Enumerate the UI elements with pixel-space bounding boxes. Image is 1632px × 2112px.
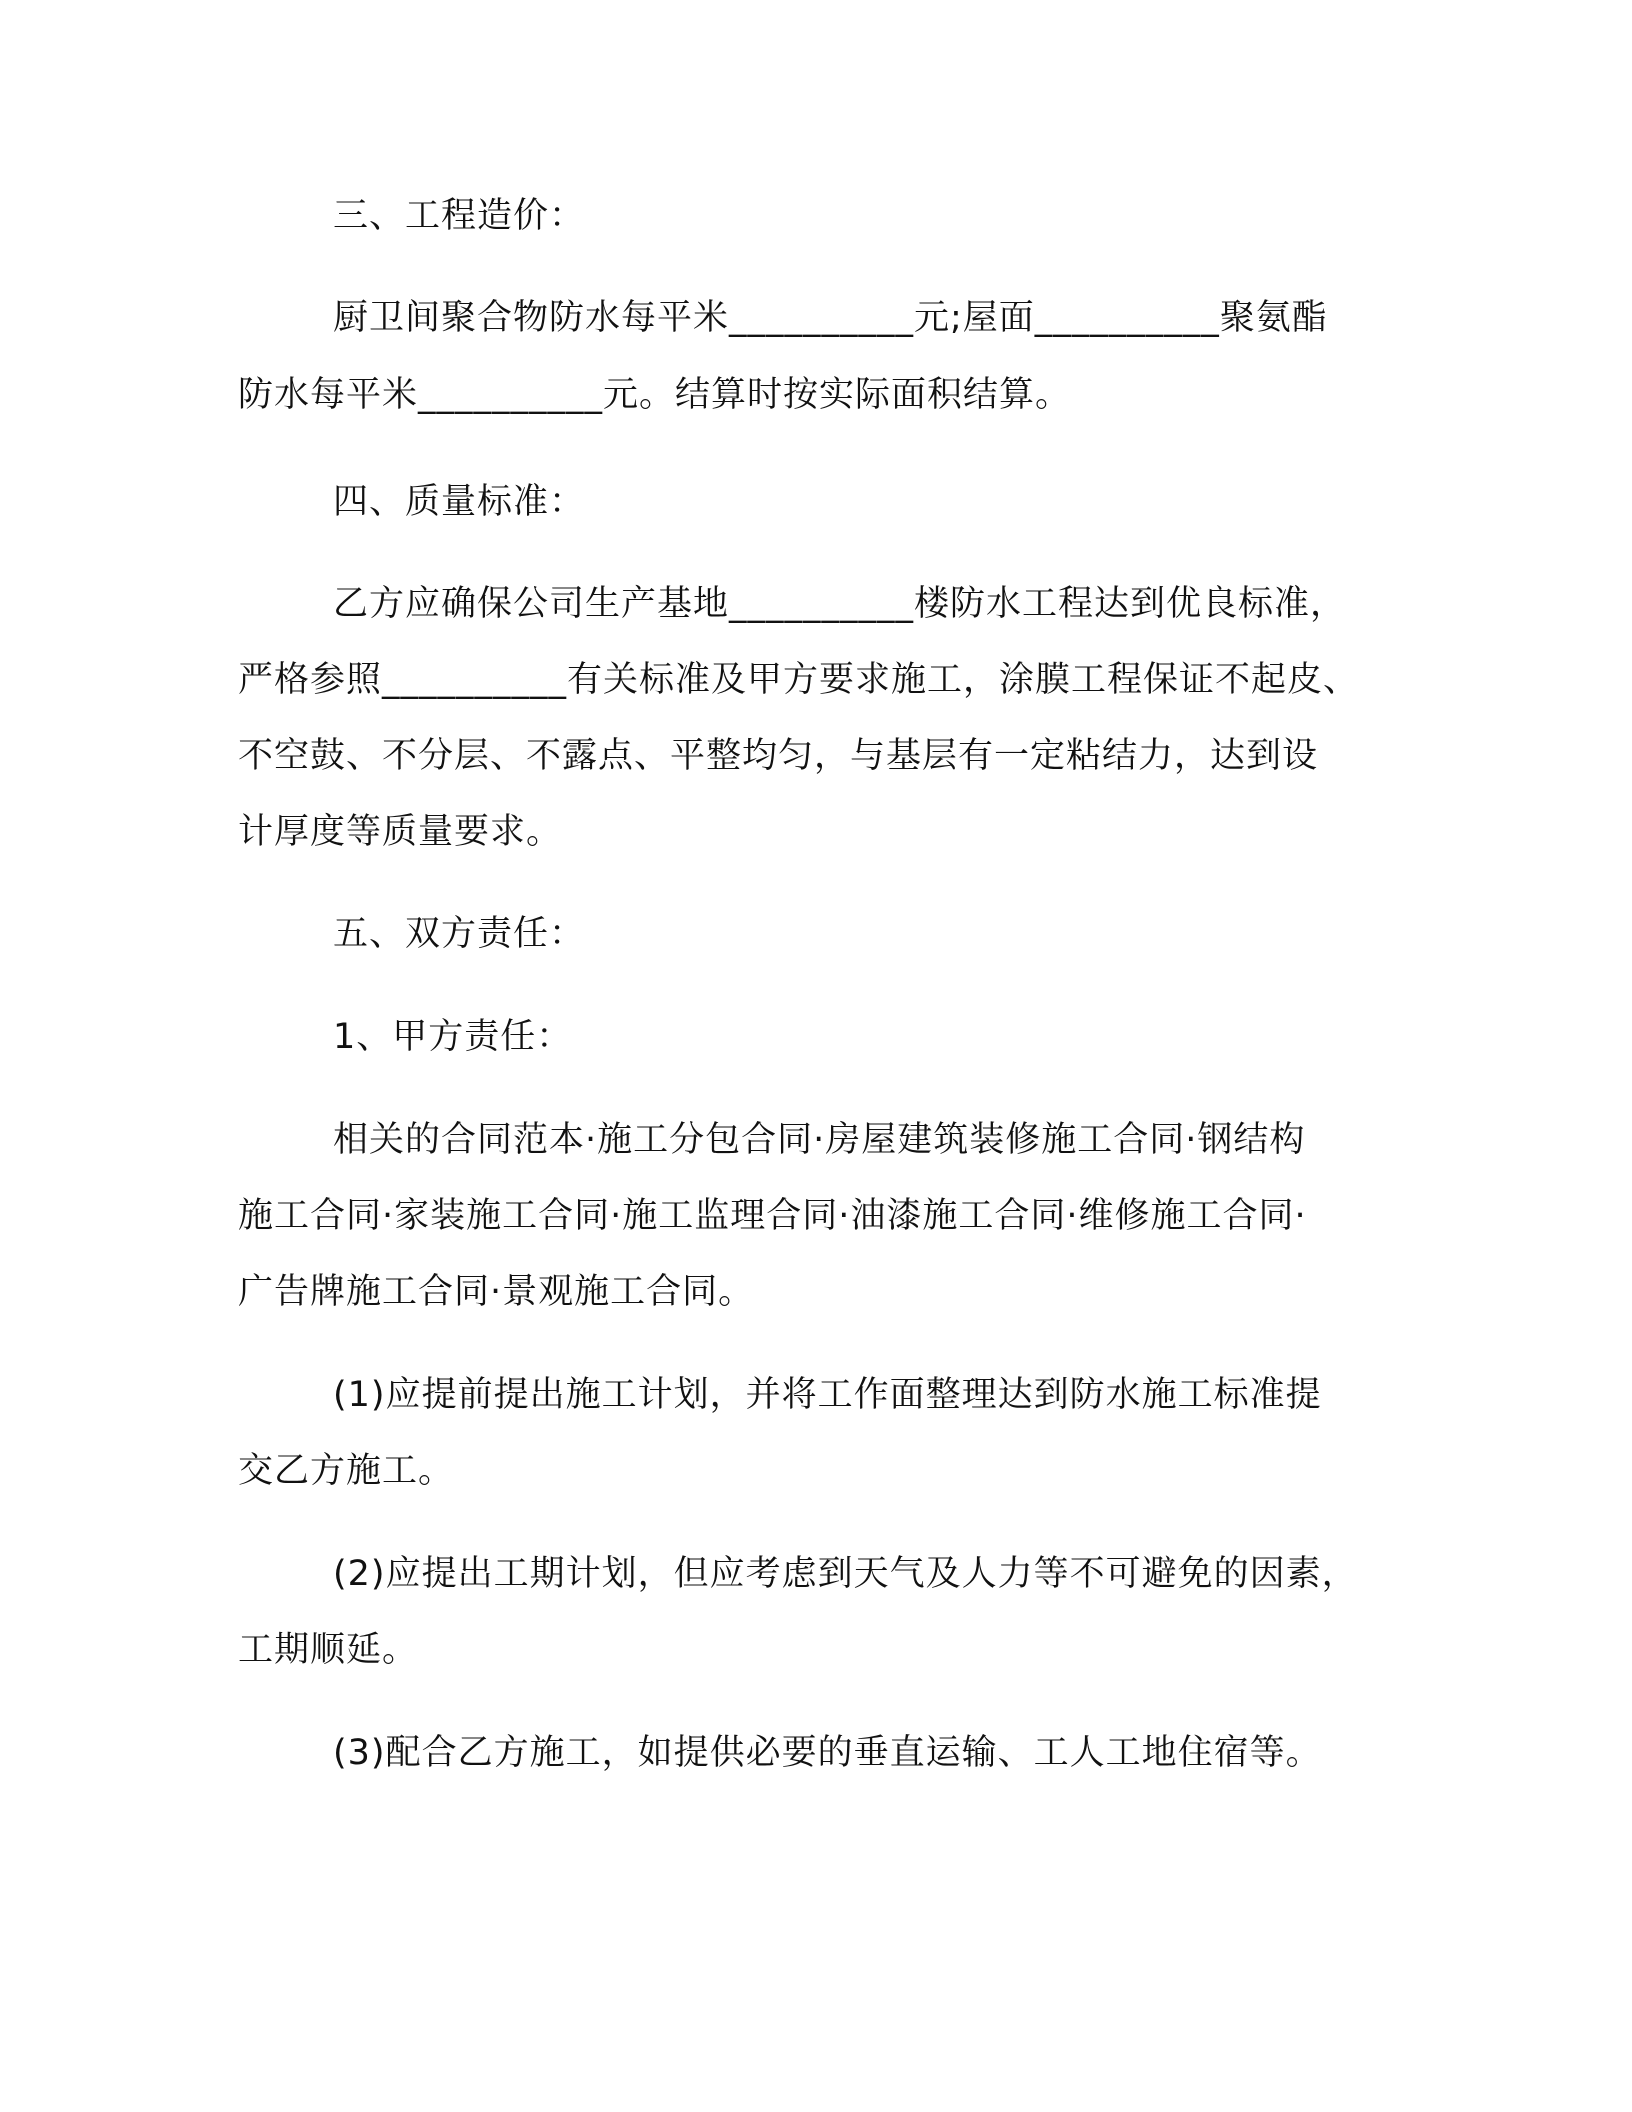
section-3-line-2: 防水每平米__________元。结算时按实际面积结算。 [238, 375, 1072, 415]
section-3-line-1: 厨卫间聚合物防水每平米__________元;屋面__________聚氨酯 [333, 298, 1328, 338]
item-1-line-1: (1)应提前提出施工计划，并将工作面整理达到防水施工标准提 [333, 1375, 1322, 1415]
item-2-line-2: 工期顺延。 [238, 1630, 419, 1670]
section-3-heading: 三、工程造价： [333, 196, 586, 236]
section-4-line-3: 不空鼓、不分层、不露点、平整均匀，与基层有一定粘结力，达到设 [238, 736, 1319, 776]
section-4-heading: 四、质量标准： [333, 482, 586, 522]
related-contracts-line-3: 广告牌施工合同·景观施工合同。 [238, 1272, 755, 1312]
item-2-line-1: (2)应提出工期计划，但应考虑到天气及人力等不可避免的因素， [333, 1554, 1358, 1594]
section-4-line-2: 严格参照__________有关标准及甲方要求施工，涂膜工程保证不起皮、 [238, 660, 1360, 700]
section-5-sub-heading: 1、甲方责任： [333, 1017, 573, 1057]
item-3-line-1: (3)配合乙方施工，如提供必要的垂直运输、工人工地住宿等。 [333, 1733, 1322, 1773]
section-5-heading: 五、双方责任： [333, 914, 586, 954]
section-4-line-4: 计厚度等质量要求。 [238, 812, 563, 852]
item-1-line-2: 交乙方施工。 [238, 1451, 455, 1491]
related-contracts-line-1: 相关的合同范本·施工分包合同·房屋建筑装修施工合同·钢结构 [333, 1120, 1306, 1160]
related-contracts-line-2: 施工合同·家装施工合同·施工监理合同·油漆施工合同·维修施工合同· [238, 1196, 1307, 1236]
section-4-line-1: 乙方应确保公司生产基地__________楼防水工程达到优良标准， [333, 584, 1347, 624]
